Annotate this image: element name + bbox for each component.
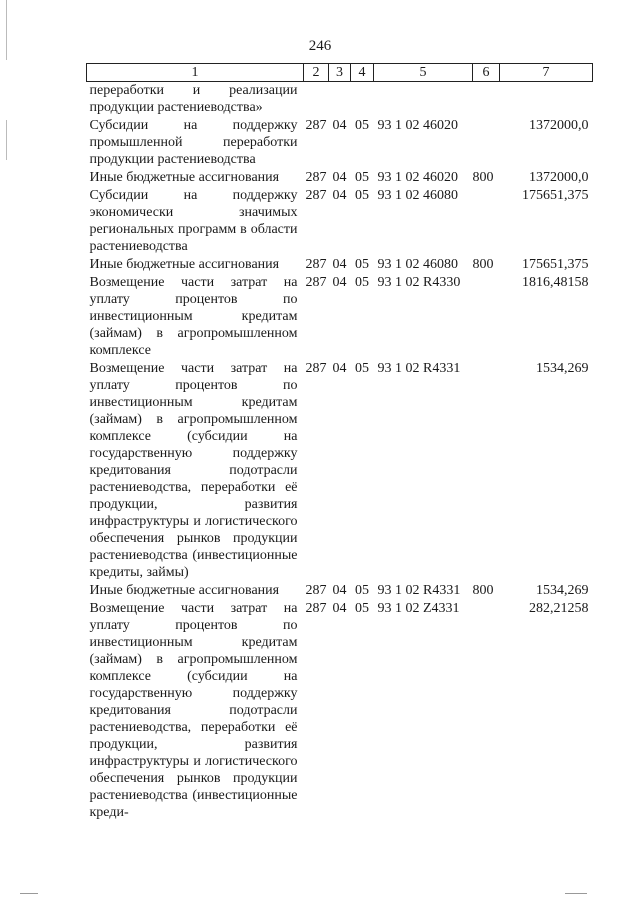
column-header: 1 [87, 64, 304, 82]
target-article-code: 93 1 02 46020 [377, 170, 458, 185]
table-row [87, 274, 593, 360]
column-header: 5 [374, 64, 473, 82]
amount: 282,21258 [529, 601, 589, 616]
item-name: Иные бюджетные ассигнования [89, 170, 280, 185]
target-article-code: 93 1 02 R4330 [377, 275, 461, 290]
subsection-code: 05 [355, 118, 369, 133]
item-name: Иные бюджетные ассигнования [89, 583, 280, 598]
ministry-code: 287 [305, 170, 327, 185]
section-code: 04 [332, 170, 347, 185]
column-header: 6 [473, 64, 500, 82]
subsection-code [351, 82, 374, 118]
target-article-code: 93 1 02 46020 [377, 118, 458, 133]
amount: 175651,375 [522, 257, 589, 272]
ministry-code: 287 [305, 118, 327, 133]
ministry-code: 287 [305, 275, 327, 290]
ministry-code: 287 [305, 583, 327, 598]
column-header: 7 [500, 64, 593, 82]
target-article-code: 93 1 02 R4331 [377, 361, 461, 376]
expense-type-code [473, 274, 500, 360]
item-name: переработки и реализации продукции растениеводства» [89, 83, 298, 115]
amount: 1372000,0 [529, 118, 589, 133]
ministry-code [304, 82, 329, 118]
subsection-code: 05 [355, 361, 369, 376]
section-code: 04 [332, 188, 347, 203]
expense-type-code [473, 600, 500, 822]
section-code: 04 [332, 275, 347, 290]
scan-margin-mark [6, 120, 7, 160]
ministry-code: 287 [305, 257, 327, 272]
table-row [87, 187, 593, 256]
amount: 1534,269 [536, 361, 589, 376]
table-row [87, 582, 593, 600]
item-name: Возмещение части затрат на уплату процентов по инвестиционным кредитам (займам) в агропромышленном комплексе (субсидии на государственную поддержку кредитования подотрасли растениеводства, переработки её продукции, развития инфраструктуры и логистического обеспечения рынков продукции растениеводства (инвестиционные креди- [89, 601, 298, 820]
expense-type-code [473, 187, 500, 256]
item-name: Возмещение части затрат на уплату процентов по инвестиционным кредитам (займам) в агропромышленном комплексе [89, 275, 298, 358]
table-header-row [87, 64, 593, 82]
amount: 1816,48158 [522, 275, 589, 290]
scan-edge-mark [565, 893, 587, 894]
item-name: Возмещение части затрат на уплату процентов по инвестиционным кредитам (займам) в агропромышленном комплексе (субсидии на государственную поддержку кредитования подотрасли растениеводства, переработки её продукции, развития инфраструктуры и логистического обеспечения рынков продукции растениеводства (инвестиционные кредиты, займы) [89, 361, 298, 580]
subsection-code: 05 [355, 170, 369, 185]
expense-type-code [473, 117, 500, 169]
column-header: 2 [304, 64, 329, 82]
table-row [87, 82, 593, 118]
expense-type-code: 800 [472, 257, 494, 272]
amount [500, 82, 593, 118]
subsection-code: 05 [355, 601, 369, 616]
target-article-code: 93 1 02 R4331 [377, 583, 461, 598]
ministry-code: 287 [305, 361, 327, 376]
amount: 175651,375 [522, 188, 589, 203]
expense-type-code [473, 360, 500, 582]
budget-table [86, 63, 593, 822]
expense-type-code: 800 [472, 170, 494, 185]
target-article-code: 93 1 02 Z4331 [377, 601, 460, 616]
target-article-code: 93 1 02 46080 [377, 257, 458, 272]
ministry-code: 287 [305, 188, 327, 203]
section-code: 04 [332, 361, 347, 376]
table-row [87, 117, 593, 169]
section-code: 04 [332, 118, 347, 133]
amount: 1534,269 [536, 583, 589, 598]
item-name: Субсидии на поддержку промышленной переработки продукции растениеводства [89, 118, 298, 167]
subsection-code: 05 [355, 583, 369, 598]
subsection-code: 05 [355, 257, 369, 272]
column-header: 4 [351, 64, 374, 82]
section-code [329, 82, 351, 118]
target-article-code [374, 82, 473, 118]
table-row [87, 256, 593, 274]
expense-type-code: 800 [472, 583, 494, 598]
subsection-code: 05 [355, 188, 369, 203]
item-name: Субсидии на поддержку экономически значимых региональных программ в области растениеводства [89, 188, 298, 254]
column-header: 3 [329, 64, 351, 82]
target-article-code: 93 1 02 46080 [377, 188, 458, 203]
ministry-code: 287 [305, 601, 327, 616]
expense-type-code [473, 82, 500, 118]
scan-edge-mark [20, 893, 38, 894]
table-row [87, 169, 593, 187]
section-code: 04 [332, 601, 347, 616]
section-code: 04 [332, 583, 347, 598]
item-name: Иные бюджетные ассигнования [89, 257, 280, 272]
amount: 1372000,0 [529, 170, 589, 185]
section-code: 04 [332, 257, 347, 272]
page-number: 246 [308, 38, 332, 54]
subsection-code: 05 [355, 275, 369, 290]
table-row [87, 360, 593, 582]
table-row [87, 600, 593, 822]
